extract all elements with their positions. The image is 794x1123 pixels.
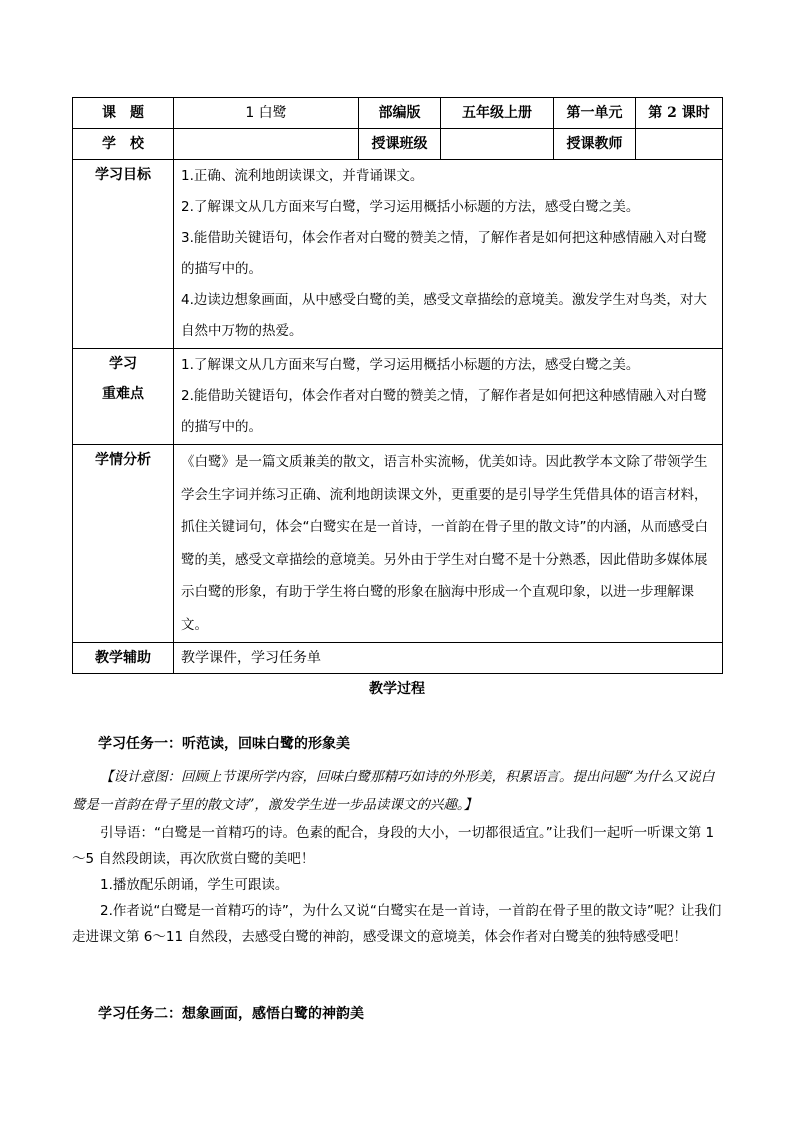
edition: 部编版: [359, 98, 441, 129]
design-intent-text: 【设计意图：回顾上节课所学内容，回味白鹭那精巧如诗的外形美，积累语言。提出问题“为什么又说白鹭是一首韵在骨子里的散文诗”，激发学生进一步品读课文的兴趣。】: [72, 769, 715, 813]
period: 第 2 课时: [636, 98, 723, 129]
key-points-row: [73, 349, 723, 445]
aids-label: 教学辅助: [73, 643, 174, 674]
title-row: [73, 98, 723, 129]
teacher-label: 授课教师: [554, 129, 636, 160]
grade: 五年级上册: [441, 98, 554, 129]
aids-content: 教学课件，学习任务单: [174, 643, 723, 674]
aids-row: [73, 643, 723, 674]
class-label: 授课班级: [359, 129, 441, 160]
process-title: 教学过程: [369, 681, 425, 697]
analysis-text: 《白鹭》是一篇文质兼美的散文，语言朴实流畅，优美如诗。因此教学本文除了带领学生学会生字词并练习正确、流利地朗读课文外，更重要的是引导学生凭借具体的语言材料，抓住关键词句，体会“白鹭实在是一首诗，一首韵在骨子里的散文诗”的内涵，从而感受白鹭的美，感受文章描绘的意境美。另外由于学生对白鹭不是十分熟悉，因此借助多媒体展示白鹭的形象，有助于学生将白鹭的形象在脑海中形成一个直观印象，以进一步理解课文。: [181, 454, 708, 633]
lesson-title: 1 白鹭: [174, 98, 359, 129]
school-row: [73, 129, 723, 160]
analysis-content: [174, 445, 723, 643]
key-points-label: [73, 349, 174, 445]
analysis-label: 学情分析: [73, 445, 174, 643]
objectives-row: [73, 160, 723, 349]
unit: 第一单元: [554, 98, 636, 129]
objective-item: 2.了解课文从几方面来写白鹭，学习运用概括小标题的方法，感受白鹭之美。: [181, 199, 640, 215]
school-value: [174, 129, 359, 160]
analysis-row: [73, 445, 723, 643]
task2-title: 学习任务二：想象画面，感悟白鹭的神韵美: [98, 1006, 364, 1022]
task1-body: [72, 820, 722, 950]
objectives-content: [174, 160, 723, 349]
key-point-item: 2.能借助关键语句，体会作者对白鹭的赞美之情，了解作者是如何把这种感情融入对白鹭的描写中的。: [181, 388, 707, 435]
objective-item: 1.正确、流利地朗读课文，并背诵课文。: [181, 168, 424, 184]
guide-text: 引导语：“白鹭是一首精巧的诗。色素的配合，身段的大小，一切都很适宜。”让我们一起听一听课文第 1～5 自然段朗读，再次欣赏白鹭的美吧！: [72, 825, 715, 867]
key-points-label-line2: 重难点: [102, 386, 144, 402]
step-2: 2.作者说“白鹭是一首精巧的诗”，为什么又说“白鹭实在是一首诗，一首韵在骨子里的散文诗”呢？让我们走进课文第 6～11 自然段，去感受白鹭的神韵，感受课文的意境美，体会作者对白鹭美的独特感受吧！: [72, 903, 722, 945]
task1-title: 学习任务一：听范读，回味白鹭的形象美: [98, 736, 350, 752]
class-value: [441, 129, 554, 160]
topic-label: 课 题: [73, 98, 174, 129]
key-points-label-line1: 学习: [109, 356, 137, 372]
step-1: 1.播放配乐朗诵，学生可跟读。: [100, 877, 289, 893]
objective-item: 3.能借助关键语句，体会作者对白鹭的赞美之情，了解作者是如何把这种感情融入对白鹭的描写中的。: [181, 230, 707, 277]
objective-item: 4.边读边想象画面，从中感受白鹭的美，感受文章描绘的意境美。激发学生对鸟类，对大自然中万物的热爱。: [181, 292, 707, 339]
key-points-content: [174, 349, 723, 445]
key-point-item: 1.了解课文从几方面来写白鹭，学习运用概括小标题的方法，感受白鹭之美。: [181, 357, 640, 373]
teacher-value: [636, 129, 723, 160]
objectives-label: 学习目标: [73, 160, 174, 349]
lesson-plan-table: [72, 97, 723, 674]
design-intent: [72, 763, 722, 819]
school-label: 学 校: [73, 129, 174, 160]
